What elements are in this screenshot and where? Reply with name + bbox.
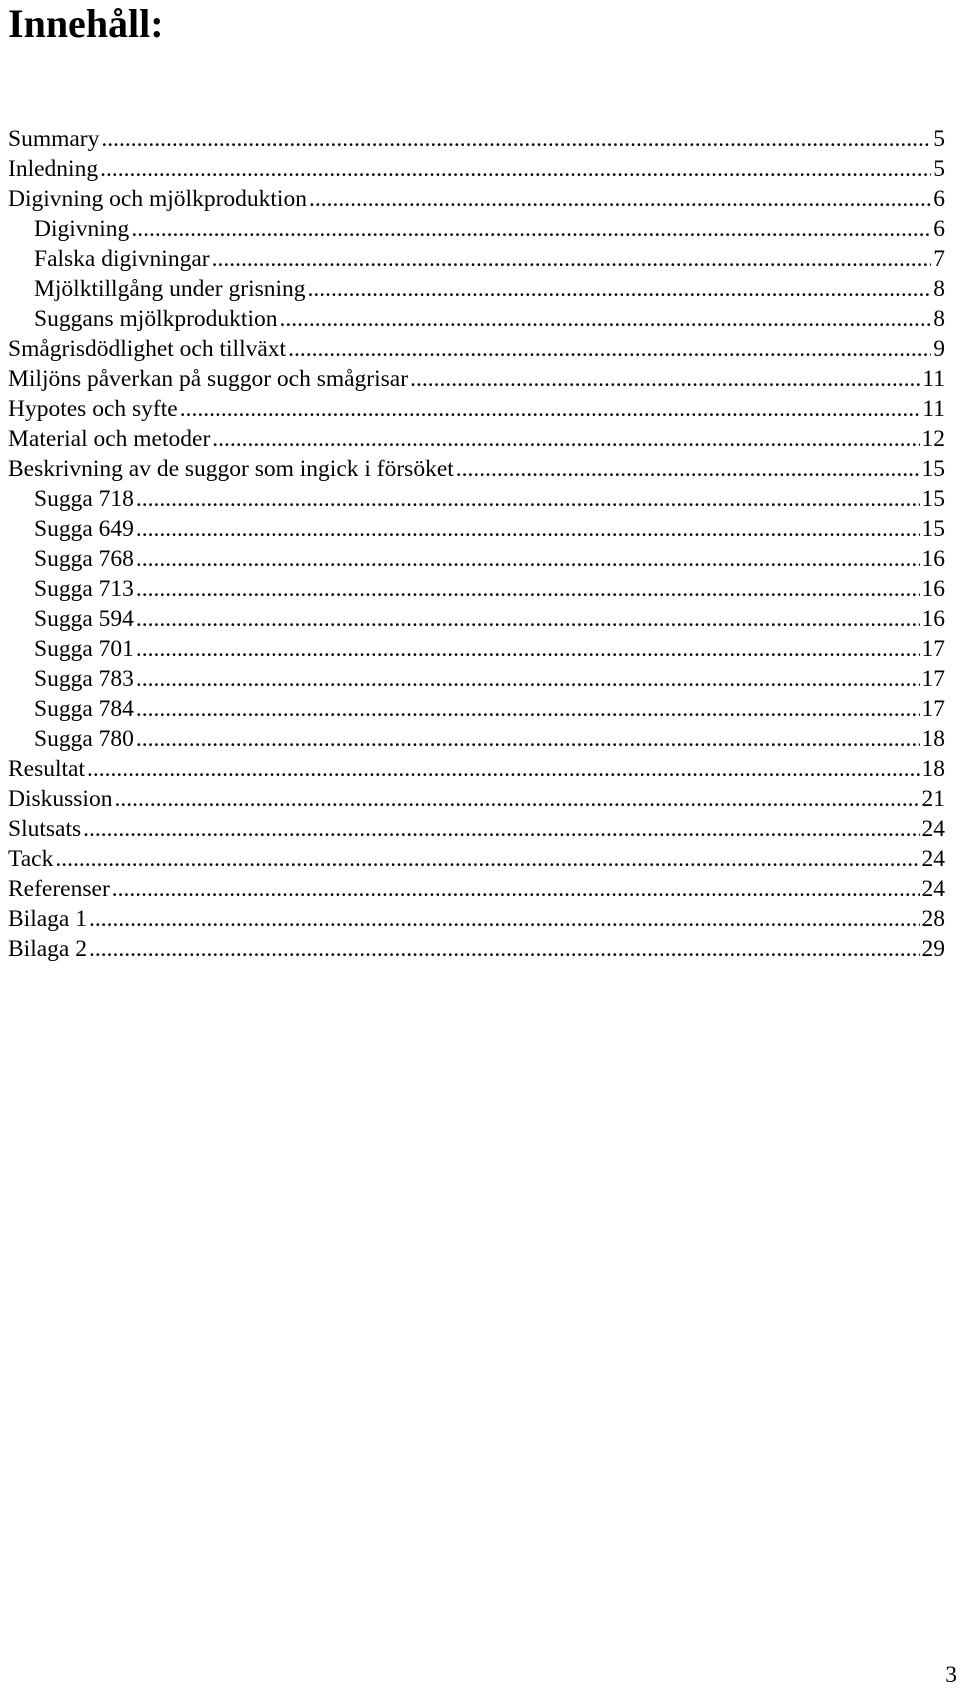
toc-entry-title: Falska digivningar (34, 246, 210, 272)
toc-entry[interactable] (8, 784, 945, 814)
toc-dot-leader (136, 484, 920, 514)
toc-entry[interactable] (8, 364, 945, 394)
toc-entry-title: Beskrivning av de suggor som ingick i försöket (8, 456, 454, 482)
toc-entry-page: 11 (922, 366, 945, 392)
toc-entry-title: Referenser (8, 876, 110, 902)
toc-entry[interactable] (8, 634, 945, 664)
toc-entry-page: 17 (921, 666, 945, 692)
toc-entry-title: Mjölktillgång under grisning (34, 276, 306, 302)
toc-entry-page: 17 (921, 696, 945, 722)
toc-entry-page: 16 (921, 576, 945, 602)
toc-dot-leader (131, 214, 931, 244)
toc-dot-leader (456, 454, 920, 484)
toc-entry-title: Tack (8, 846, 54, 872)
toc-entry-page: 18 (921, 756, 945, 782)
toc-dot-leader (288, 334, 931, 364)
toc-entry-title: Sugga 701 (34, 636, 134, 662)
toc-entry-page: 18 (921, 726, 945, 752)
page-number: 3 (945, 1662, 957, 1688)
toc-dot-leader (83, 814, 919, 844)
toc-entry-title: Suggans mjölkproduktion (34, 306, 278, 332)
toc-entry-page: 21 (921, 786, 945, 812)
toc-entry[interactable] (8, 154, 945, 184)
toc-entry-title: Material och metoder (8, 426, 211, 452)
toc-entry-page: 24 (921, 876, 945, 902)
toc-entry-page: 6 (933, 216, 945, 242)
toc-dot-leader (87, 754, 919, 784)
toc-dot-leader (89, 904, 920, 934)
toc-entry-title: Sugga 783 (34, 666, 134, 692)
toc-entry[interactable] (8, 424, 945, 454)
toc-entry[interactable] (8, 904, 945, 934)
toc-entry-page: 8 (933, 306, 945, 332)
toc-dot-leader (280, 304, 932, 334)
toc-entry-title: Sugga 713 (34, 576, 134, 602)
toc-entry-page: 7 (933, 246, 945, 272)
toc-entry-page: 16 (921, 606, 945, 632)
toc-dot-leader (55, 844, 919, 874)
toc-entry[interactable] (8, 814, 945, 844)
toc-dot-leader (410, 364, 920, 394)
toc-entry-page: 6 (933, 186, 945, 212)
toc-entry[interactable] (8, 214, 945, 244)
toc-entry[interactable] (8, 724, 945, 754)
toc-entry[interactable] (8, 484, 945, 514)
toc-entry-page: 9 (933, 336, 945, 362)
toc-entry[interactable] (8, 574, 945, 604)
toc-entry-title: Miljöns påverkan på suggor och smågrisar (8, 366, 409, 392)
toc-entry[interactable] (8, 604, 945, 634)
toc-entry-page: 8 (933, 276, 945, 302)
toc-entry[interactable] (8, 394, 945, 424)
toc-entry-page: 15 (921, 456, 945, 482)
toc-entry-title: Sugga 784 (34, 696, 134, 722)
toc-entry-page: 5 (933, 156, 945, 182)
toc-dot-leader (89, 934, 920, 964)
toc-entry-title: Bilaga 1 (8, 906, 87, 932)
toc-entry[interactable] (8, 934, 945, 964)
toc-entry-page: 24 (921, 846, 945, 872)
toc-entry-title: Bilaga 2 (8, 936, 87, 962)
toc-dot-leader (136, 574, 920, 604)
toc-entry[interactable] (8, 454, 945, 484)
table-of-contents (8, 124, 945, 964)
toc-entry[interactable] (8, 874, 945, 904)
toc-dot-leader (136, 694, 920, 724)
toc-dot-leader (309, 184, 931, 214)
toc-entry[interactable] (8, 544, 945, 574)
toc-entry-title: Digivning och mjölkproduktion (8, 186, 307, 212)
toc-entry[interactable] (8, 664, 945, 694)
toc-entry[interactable] (8, 184, 945, 214)
toc-entry[interactable] (8, 514, 945, 544)
toc-entry[interactable] (8, 244, 945, 274)
toc-entry[interactable] (8, 304, 945, 334)
toc-dot-leader (308, 274, 932, 304)
toc-dot-leader (112, 874, 920, 904)
toc-dot-leader (136, 514, 920, 544)
toc-entry-title: Hypotes och syfte (8, 396, 178, 422)
toc-entry-title: Digivning (34, 216, 130, 242)
toc-entry[interactable] (8, 274, 945, 304)
toc-entry-page: 15 (921, 516, 945, 542)
toc-entry-title: Diskussion (8, 786, 113, 812)
toc-entry-title: Sugga 780 (34, 726, 134, 752)
toc-entry-title: Inledning (8, 156, 99, 182)
toc-dot-leader (180, 394, 921, 424)
toc-entry-page: 15 (921, 486, 945, 512)
toc-entry-page: 24 (921, 816, 945, 842)
toc-entry-title: Sugga 649 (34, 516, 134, 542)
toc-entry-page: 28 (921, 906, 945, 932)
toc-dot-leader (212, 244, 932, 274)
toc-dot-leader (136, 724, 920, 754)
page-heading: Innehåll: (8, 1, 164, 46)
toc-entry-title: Sugga 594 (34, 606, 134, 632)
toc-entry-title: Slutsats (8, 816, 82, 842)
toc-entry-page: 11 (922, 396, 945, 422)
toc-entry-title: Sugga 768 (34, 546, 134, 572)
toc-dot-leader (136, 544, 920, 574)
toc-entry-page: 29 (921, 936, 945, 962)
toc-entry[interactable] (8, 334, 945, 364)
toc-dot-leader (100, 154, 931, 184)
toc-entry-page: 12 (921, 426, 945, 452)
toc-dot-leader (212, 424, 919, 454)
toc-entry-page: 17 (921, 636, 945, 662)
toc-entry[interactable] (8, 754, 945, 784)
toc-entry-page: 5 (933, 126, 945, 152)
toc-dot-leader (136, 634, 920, 664)
toc-entry-title: Smågrisdödlighet och tillväxt (8, 336, 287, 362)
toc-entry[interactable] (8, 124, 945, 154)
toc-entry-title: Summary (8, 126, 100, 152)
toc-dot-leader (114, 784, 919, 814)
toc-entry[interactable] (8, 844, 945, 874)
toc-dot-leader (101, 124, 931, 154)
toc-dot-leader (136, 604, 920, 634)
toc-entry-page: 16 (921, 546, 945, 572)
toc-dot-leader (136, 664, 920, 694)
toc-entry-title: Resultat (8, 756, 86, 782)
toc-entry[interactable] (8, 694, 945, 724)
toc-entry-title: Sugga 718 (34, 486, 134, 512)
